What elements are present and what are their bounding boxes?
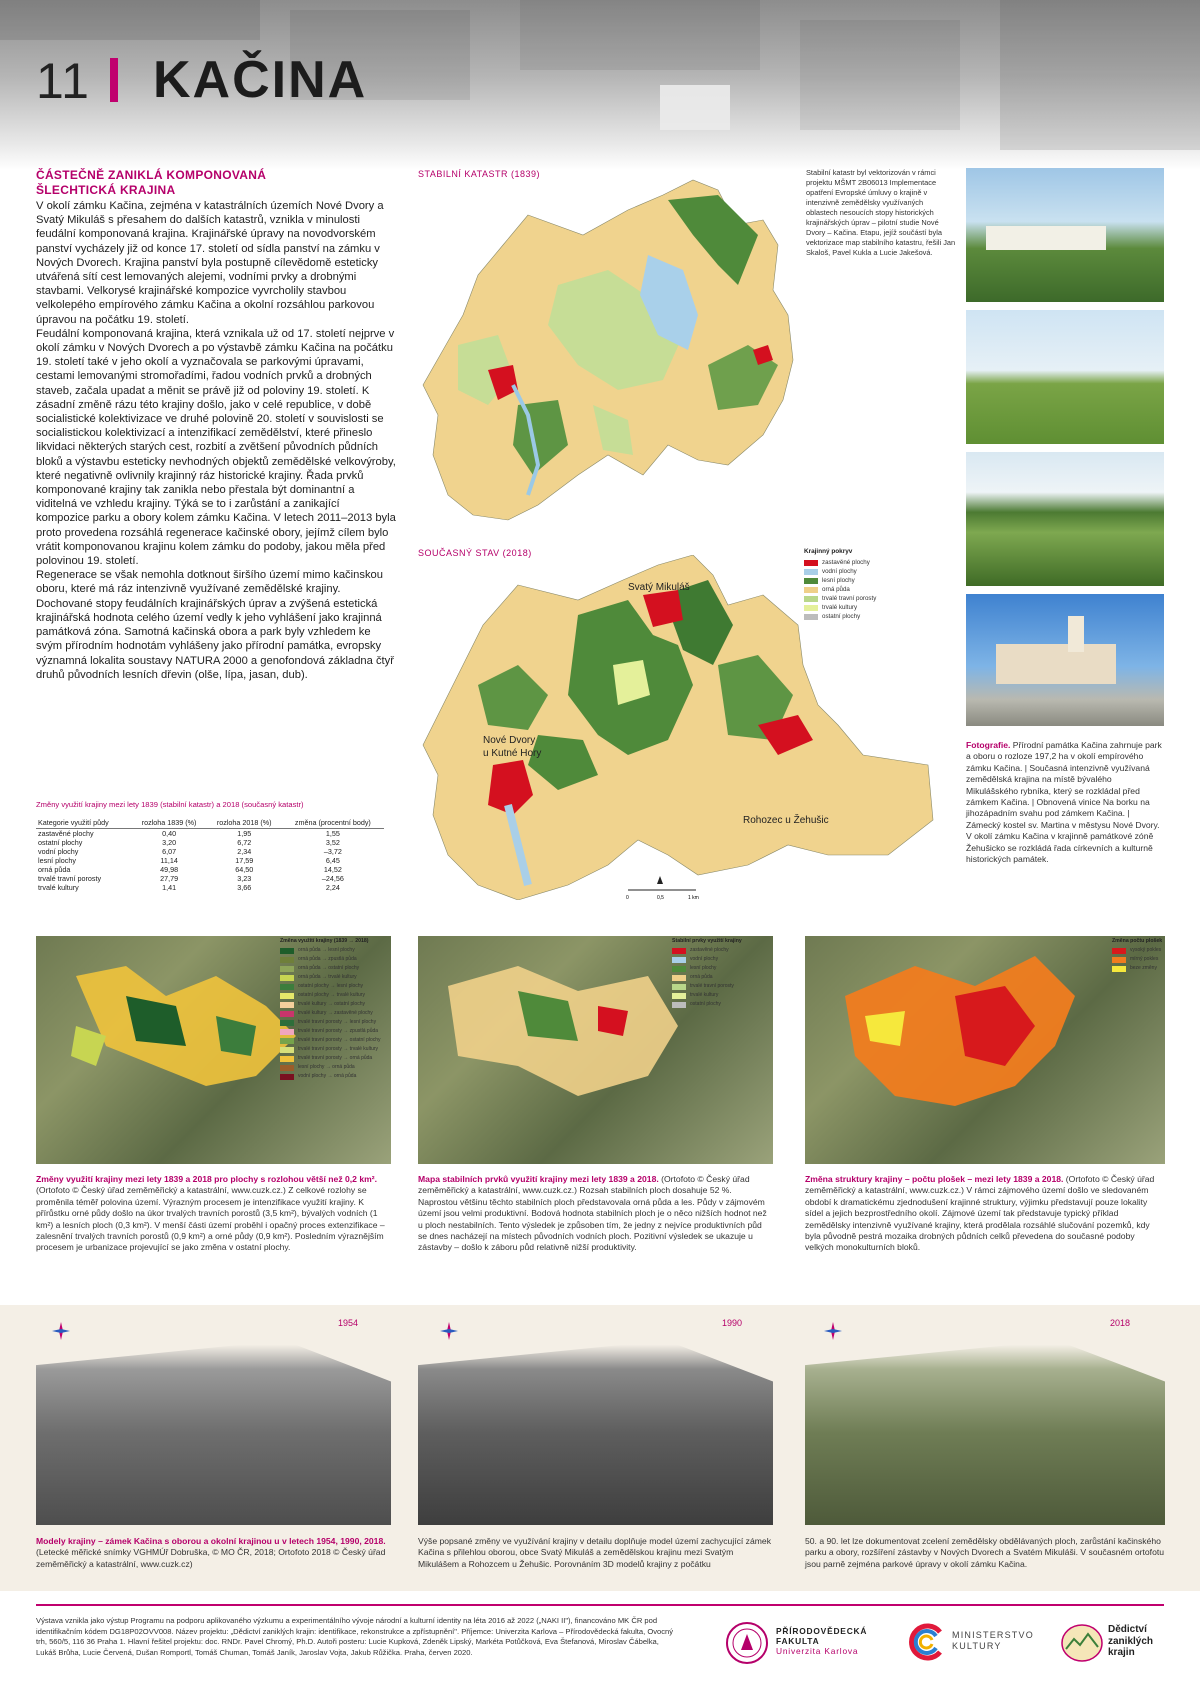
map-legend [804, 548, 914, 621]
ortho-caption-1-title: Změny využití krajiny mezi lety 1839 a 2018 pro plochy s rozlohou větší než 0,2 km². [36, 1174, 378, 1184]
patch-change-overlay [805, 936, 1165, 1164]
table-cell: 64,50 [235, 865, 254, 874]
legend-swatch [672, 948, 686, 954]
legend-swatch [1112, 966, 1126, 972]
legend-label: lesní plochy [822, 577, 855, 584]
legend-label: trvalé travní porosty → lesní plochy [298, 1019, 377, 1025]
north-arrow-icon [657, 876, 663, 884]
logo-line: Univerzita Karlova [776, 1646, 859, 1656]
legend-item [672, 991, 772, 1000]
legend-swatch [804, 605, 818, 611]
ministry-logo-icon [906, 1622, 946, 1662]
legend-swatch [1112, 957, 1126, 963]
legend-swatch [280, 1056, 294, 1062]
table-cell: 6,07 [162, 847, 177, 856]
legend-swatch [280, 1038, 294, 1044]
legend-change-title: Změna využití krajiny (1839 → 2018) [280, 938, 369, 944]
legend-label: ostatní plochy → lesní plochy [298, 983, 364, 989]
table-cell: 2,24 [325, 883, 340, 892]
legend-item [804, 585, 914, 594]
logo-line: Dědictví [1108, 1624, 1147, 1635]
scale-label: 1 km [688, 895, 699, 900]
compass-icon [50, 1320, 72, 1342]
legend-label: trvalé travní porosty → ostatní plochy [298, 1037, 381, 1043]
table-cell: lesní plochy [38, 856, 76, 865]
table-cell: 27,79 [160, 874, 179, 883]
legend-swatch [804, 560, 818, 566]
intro-section [36, 168, 396, 682]
map-note: Stabilní katastr byl vektorizován v rámci projektu MŠMT 2B06013 Implementace opatření Evropské úmluvy o krajině v intenzivně zemědělsky využívaných oblastech nesoucích stopy historických krajinářských úprav – pilotní studie Nové Dvory – Kačina. Etapu, jejíž součástí byla vektorizace map stabilního katastru, řešili Jan Skaloš, Pavel Kukla a Lucie Jakešová. [806, 168, 956, 257]
legend-item [280, 1018, 392, 1027]
legend-swatch [804, 569, 818, 575]
legend-change-items [280, 946, 392, 1081]
compass-icon [822, 1320, 844, 1342]
legend-item [280, 1072, 392, 1081]
legend-label: zastavěné plochy [822, 559, 870, 566]
church-tower [1068, 616, 1084, 652]
legend-item [672, 973, 772, 982]
table-cell: –3,72 [323, 847, 342, 856]
legend-swatch [280, 966, 294, 972]
legend-item [804, 567, 914, 576]
scale-label: 0,5 [657, 895, 664, 900]
legend-swatch [280, 1047, 294, 1053]
models-caption-1 [36, 1536, 391, 1570]
ortho-caption-3-title: Změna struktury krajiny – počtu plošek – mezi lety 1839 a 2018. [805, 1174, 1064, 1184]
table-cell: zastavěné plochy [38, 829, 94, 838]
legend-label: vodní plochy → orná půda [298, 1073, 357, 1079]
legend-label: vysoký pokles [1130, 947, 1162, 953]
legend-item [280, 1054, 392, 1063]
legend-swatch [672, 957, 686, 963]
legend-swatch [672, 975, 686, 981]
page-title: KAČINA [153, 51, 368, 109]
ortho-caption-2-title: Mapa stabilních prvků využití krajiny mezi lety 1839 a 2018. [418, 1174, 659, 1184]
legend-item [280, 946, 392, 955]
table-cell: 0,40 [162, 829, 177, 838]
table-cell: 1,55 [325, 829, 340, 838]
legend-label: trvalé travní porosty → zpustlá půda [298, 1028, 379, 1034]
place-label: Svatý Mikuláš [628, 582, 690, 593]
map-legend-items [804, 558, 914, 621]
ministry-logo-text [952, 1630, 1034, 1652]
title-divider [110, 58, 118, 102]
photos-caption [966, 740, 1166, 865]
legend-swatch [280, 993, 294, 999]
church-building [996, 644, 1116, 684]
models-caption-2: Výše popsané změny ve využívání krajiny v detailu doplňuje model území zachycující zámek Kačina s přilehlou oborou, obce Svatý Mikuláš a zemědělskou krajinu mezi Svatým Mikulášem a Rohozcem u Žehušic. Porovnáním 3D modelů krajiny z počátku [418, 1536, 771, 1569]
legend-label: vodní plochy [690, 956, 719, 962]
models-caption-1-text: (Letecké měřické snímky VGHMÚř Dobruška, © MO ČR, 2018; Ortofoto 2018 © Český úřad zeměměřický a katastrální, www.cuzk.cz) [36, 1547, 386, 1569]
footer-text: Výstava vznikla jako výstup Programu na podporu aplikovaného výzkumu a experimentálního vývoje národní a kulturní identity na léta 2016 až 2022 („NAKI II"), financováno MK ČR pod identifikačním kódem DG18P02OVV008. Název projektu: „Dědictví zaniklých krajin: identifikace, rekonstrukce a zpřístupnění". Příjemce: Univerzita Karlova – Přírodovědecká fakulta, Ovocný trh, 560/5, 116 36 Praha 1. Hlavní řešitel projektu: doc. RNDr. Pavel Chromý, Ph.D. Autoři posteru: Lucie Kupková, Zdeněk Lipský, Markéta Potůčková, Eva Štefanová, Miroslav Čábelka, Lukáš Brůha, Lucie Červená, Dušan Romportl, Tomáš Chuman, Tomáš Janík, Jaroslav Vojta, Jakub Růžička. Praha, červen 2020. [36, 1616, 674, 1657]
ortho-caption-2-text: (Ortofoto © Český úřad zeměměřický a katastrální, www.cuzk.cz.) Rozsah stabilních ploch dosahuje 52 %. Naprostou většinu těchto stabilních ploch představovala orná půda a les. Půdy v zájmovém území jsou velmi produktivní. Bodová hodnota stabilních ploch je o něco nižších hodnot než u ploch nestabilních. Tento výsledek je způsoben tím, že jedny z nejvíce produktivních půd se dnes nacházejí na místech původních vodních ploch. Pozitivní výsledek se ukazuje u zástavby – došlo k záboru půd relativně nižší produktivity. [418, 1174, 767, 1253]
project-logo-text [1108, 1624, 1153, 1659]
legend-swatch [1112, 948, 1126, 954]
legend-item [804, 603, 914, 612]
change-patch [76, 966, 296, 1086]
table-cell: 2,34 [237, 847, 252, 856]
place-label: Nové Dvory [483, 735, 536, 746]
project-logo-icon [1060, 1622, 1104, 1664]
legend-swatch [672, 984, 686, 990]
table-header: rozloha 2018 (%) [207, 817, 282, 829]
photos-caption-text: Přírodní památka Kačina zahrnuje park a oboru o rozloze 197,2 ha v okolí empírového zámku Kačina. | Současná intenzivně využívaná zemědělská krajina na místě bývalého Mikulášského rybníka, který se rozkládal před zámkem Kačina. | Obnovená vinice Na borku na jihozápadním svahu pod zámkem Kačina. | Zámecký kostel sv. Martina v městysu Nové Dvory. V okolí zámku Kačina v krajinně památkové zóně Žehušicko se rozkládá řada církevních a kulturně historických památek. [966, 740, 1162, 865]
legend-item [280, 973, 392, 982]
models-caption-3: 50. a 90. let lze dokumentovat zcelení zemědělsky obdělávaných ploch, zarůstání kačinského parku a obory, rozšíření zástavby v Nových Dvorech a Svatém Mikuláši. V současném ortofotu jsou parně zejména parkové úpravy v okolí zámku Kačina. [805, 1536, 1165, 1569]
legend-label: trvalé travní porosty → orná půda [298, 1055, 373, 1061]
legend-item [280, 1000, 392, 1009]
table-cell: orná půda [38, 865, 71, 874]
ortho-caption-2 [418, 1174, 773, 1254]
legend-swatch [672, 993, 686, 999]
table-cell: 3,20 [162, 838, 177, 847]
model-year: 2018 [1110, 1318, 1131, 1328]
photo-vineyard [966, 452, 1164, 586]
legend-item [1112, 955, 1164, 964]
table-row [36, 847, 384, 856]
table-cell: 3,23 [237, 874, 252, 883]
table-row [36, 883, 384, 892]
intro-heading-2: ŠLECHTICKÁ KRAJINA [36, 183, 176, 197]
legend-swatch [280, 1020, 294, 1026]
legend-swatch [804, 614, 818, 620]
legend-swatch [280, 975, 294, 981]
footer-divider [36, 1604, 1164, 1606]
legend-item [804, 558, 914, 567]
legend-label: orná půda → trvalé kultury [298, 974, 357, 980]
legend-swatch [280, 1002, 294, 1008]
poster-number: 11 [36, 53, 90, 109]
table-cell: 6,45 [325, 856, 340, 865]
table-cell: ostatní plochy [38, 838, 83, 847]
legend-item [672, 982, 772, 991]
legend-swatch [280, 1011, 294, 1017]
castle-shape [986, 226, 1106, 250]
legend-label: mírný pokles [1130, 956, 1159, 962]
legend-label: vodní plochy [822, 568, 857, 575]
legend-label: lesní plochy [690, 965, 717, 971]
faculty-seal-icon [724, 1620, 770, 1666]
intro-heading: ČÁSTEČNĚ ZANIKLÁ KOMPONOVANÁ [36, 168, 267, 182]
table-cell: 11,14 [160, 856, 178, 865]
photos-caption-lead: Fotografie. [966, 740, 1011, 750]
legend-swatch [280, 1029, 294, 1035]
legend-stable-title: Stabilní prvky využití krajiny [672, 938, 742, 944]
legend-patches [1112, 938, 1164, 973]
legend-item [672, 955, 772, 964]
scale-label: 0 [626, 895, 629, 900]
legend-label: trvalé kultury → ostatní plochy [298, 1001, 365, 1007]
model-year: 1990 [722, 1318, 743, 1328]
legend-swatch [804, 578, 818, 584]
legend-item [1112, 946, 1164, 955]
patch-change-area [865, 1011, 905, 1046]
legend-swatch [280, 1074, 294, 1080]
legend-label: ostatní plochy [822, 613, 861, 620]
compass-icon [438, 1320, 460, 1342]
legend-label: ostatní plochy [690, 1001, 721, 1007]
table-row [36, 829, 384, 839]
table-cell: 3,66 [237, 883, 252, 892]
legend-label: orná půda → zpustlá půda [298, 956, 357, 962]
table-row [36, 838, 384, 847]
legend-swatch [672, 1002, 686, 1008]
table-cell: 17,59 [235, 856, 254, 865]
table-header: změna (procentní body) [282, 817, 384, 829]
place-label: Rohozec u Žehušic [743, 815, 829, 826]
table-row [36, 856, 384, 865]
legend-label: beze změny [1130, 965, 1157, 971]
legend-item [280, 1045, 392, 1054]
legend-item [804, 576, 914, 585]
ortho-caption-3-text: (Ortofoto © Český úřad zeměměřický a katastrální, www.cuzk.cz.) V rámci zájmového území došlo ve sledovaném období k dramatickému zjednodušení krajinné struktury, výjimku představují pouze lokality sídel a jejich bezprostředního okolí. Zájmové území tak představuje typický příklad zemědělsky intenzivně využívané krajiny, která prodělala rozsáhlé slučování pozemků, kdy byla původně pestrá mozaika drobných půdních celků převedena do současné podoby velkých monokulturních bloků. [805, 1174, 1155, 1253]
legend-label: zastavěné plochy [690, 947, 729, 953]
legend-stable [672, 938, 772, 1009]
logo-line: krajin [1108, 1647, 1135, 1658]
legend-label: trvalé kultury [690, 992, 719, 998]
map-1839 [418, 175, 798, 535]
legend-label: orná půda → ostatní plochy [298, 965, 360, 971]
table-cell: 1,95 [237, 829, 252, 838]
photo-field [966, 310, 1164, 444]
legend-item [280, 1009, 392, 1018]
legend-swatch [280, 948, 294, 954]
map-legend-title: Krajinný pokryv [804, 548, 853, 555]
legend-label: trvalé kultury → zastavěné plochy [298, 1010, 373, 1016]
legend-label: trvalé travní porosty [822, 595, 877, 602]
table-cell: –24,56 [321, 874, 344, 883]
legend-swatch [672, 966, 686, 972]
legend-label: orná půda [690, 974, 713, 980]
legend-swatch [804, 596, 818, 602]
ortho-caption-1-text: (Ortofoto © Český úřad zeměměřický a katastrální, www.cuzk.cz.) Z celkové rozlohy se proměnila téměř polovina území. Výrazným procesem je intenzifikace využití krajiny. K přírůstku orné půdy došlo na úkor trvalých travních porostů (3,5 km²), bývalých vodních (1 km²) a lesních ploch (0,3 km²). V menší části území proběhl i opačný proces extenzifikace – zalesnění trvalých travních porostů (0,9 km²) a orné půdy (0,9 km²). Posledním výraznějším procesem je urbanizace projevující se jako změna v ostatní plochy. [36, 1185, 385, 1253]
legend-item [672, 1000, 772, 1009]
place-label: u Kutné Hory [483, 748, 542, 759]
legend-swatch [804, 587, 818, 593]
legend-patches-title: Změna počtu plošek [1112, 938, 1163, 944]
table-header-row [36, 817, 384, 829]
legend-label: trvalé kultury [822, 604, 858, 611]
legend-stable-items [672, 946, 772, 1009]
ortho-caption-3 [805, 1174, 1165, 1254]
table-cell: trvalé travní porosty [38, 874, 102, 883]
scale-bar [622, 874, 702, 900]
table-cell: 3,52 [325, 838, 340, 847]
table-row [36, 865, 384, 874]
orthophoto-map-3 [805, 936, 1165, 1164]
model-year: 1954 [338, 1318, 359, 1328]
photo-castle-park [966, 168, 1164, 302]
legend-item [280, 964, 392, 973]
legend-item [672, 946, 772, 955]
legend-label: orná půda [822, 586, 850, 593]
legend-label: trvalé travní porosty → trvalé kultury [298, 1046, 379, 1052]
table-row [36, 874, 384, 883]
intro-paragraph-2: Feudální komponovaná krajina, která vznikala už od 17. století nejprve v okolí zámku v Nových Dvorech a po výstavbě zámku Kačina na počátku 19. století také v jeho okolí a vyznačovala se parkovými úpravami, cestami lemovanými stromořadími, řadou vodních prvků a drobných staveb, začala upadat a měnit se právě již od poloviny 19. století. K zásadní změně rázu této krajiny došlo, jako v celé republice, v době socialistické kolektivizace ve druhé polovině 20. století v souvislosti se socialistickou kolektivizací a intenzifikací zemědělství, které přineslo likvidaci některých starých cest, rozbití a zvětšení původních půdních bloků a výstavbu esteticky nevhodných objektů zemědělské velkovýroby, které negativně ovlivnily krajinný ráz historické krajiny. Řada prvků komponované krajiny tak zanikla nebo přestala být dominantní a viditelná ve vzhledu krajiny. Týká se to i zarůstání a zanikající kompozice parku a obory kolem zámku Kačina. V letech 2011–2013 byla proto provedena rozsáhlá regenerace kačinské obory, jejímž cílem bylo vrátit komponovanou krajinu kolem zámku do podoby, jakou měla před polovinou 19. století. [36, 327, 396, 568]
legend-label: ostatní plochy → trvalé kultury [298, 992, 365, 998]
faculty-logo-text [776, 1626, 867, 1656]
logo-line: KULTURY [952, 1641, 1002, 1651]
table-header: rozloha 1839 (%) [132, 817, 207, 829]
legend-item [280, 1027, 392, 1036]
legend-item [280, 982, 392, 991]
logo-line: MINISTERSTVO [952, 1630, 1034, 1640]
logo-line: FAKULTA [776, 1636, 820, 1646]
table-cell: 49,98 [160, 865, 179, 874]
legend-change [280, 938, 392, 1081]
landuse-table-block [36, 800, 386, 892]
legend-swatch [280, 984, 294, 990]
table-title: Změny využití krajiny mezi lety 1839 (stabilní katastr) a 2018 (současný katastr) [36, 800, 304, 809]
logo-line: zaniklých [1108, 1635, 1154, 1647]
ortho-caption-1 [36, 1174, 391, 1254]
legend-label: lesní plochy → orná půda [298, 1064, 355, 1070]
legend-item [280, 991, 392, 1000]
legend-item [280, 955, 392, 964]
table-header: Kategorie využití půdy [36, 817, 132, 829]
landuse-table [36, 817, 384, 892]
photo-church [966, 594, 1164, 726]
legend-item [280, 1036, 392, 1045]
map-1839-label: STABILNÍ KATASTR (1839) [418, 169, 541, 179]
stable-patch [598, 1006, 628, 1036]
legend-item [280, 1063, 392, 1072]
legend-item [804, 612, 914, 621]
table-cell: trvalé kultury [38, 883, 79, 892]
legend-swatch [280, 1065, 294, 1071]
intro-paragraph-1: V okolí zámku Kačina, zejména v katastrálních územích Nové Dvory a Svatý Mikuláš s přesahem do dalších katastrů, vznikla v minulosti feudální komponovaná krajina. Krajinářské úpravy na novodvorském panství vycházely již od konce 17. století od sídla panství na zámku v Nových Dvorech. Krajina panství byla postupně cílevědomě esteticky utvářená sítí cest lemovaných alejemi, vodními prvky a drobnými stavbami. Velkorysé krajinářské kompozice vyvrcholily stavbou velkolepého empírového zámku Kačina a okolní rozsáhlou parkovou úpravou na počátku 19. století. [36, 200, 384, 326]
legend-item [672, 964, 772, 973]
logo-line: PŘÍRODOVĚDECKÁ [776, 1626, 868, 1636]
legend-item [1112, 964, 1164, 973]
legend-label: trvalé travní porosty [690, 983, 734, 989]
legend-label: orná půda → lesní plochy [298, 947, 355, 953]
intro-paragraph-3: Regenerace se však nemohla dotknout širšího území mimo kačinskou oboru, které má ráz intenzivně využívané zemědělské krajiny. Dochované stopy feudálních krajinářských úprav a zvýšená estetická krajinářská hodnota celého území vedly k jeho vyhlášení jako krajinná památková zóna. Samotná kačinská obora a park byly vzhledem ke svým přírodním hodnotám vyhlášeny jako přírodní památka, evropsky významná lokalita soustavy NATURA 2000 a genofondová základna čtyř druhů původních lesních dřevin (olše, lípa, jasan, dub). [36, 569, 394, 681]
legend-swatch [280, 957, 294, 963]
models-caption-1-title: Modely krajiny – zámek Kačina s oborou a okolní krajinou u v letech 1954, 1990, 2018. [36, 1536, 386, 1546]
table-cell: 6,72 [237, 838, 252, 847]
legend-item [804, 594, 914, 603]
table-cell: vodní plochy [38, 847, 79, 856]
map-2018-label: SOUČASNÝ STAV (2018) [418, 548, 532, 558]
legend-patches-items [1112, 946, 1164, 973]
table-cell: 14,52 [323, 865, 342, 874]
table-cell: 1,41 [162, 883, 177, 892]
